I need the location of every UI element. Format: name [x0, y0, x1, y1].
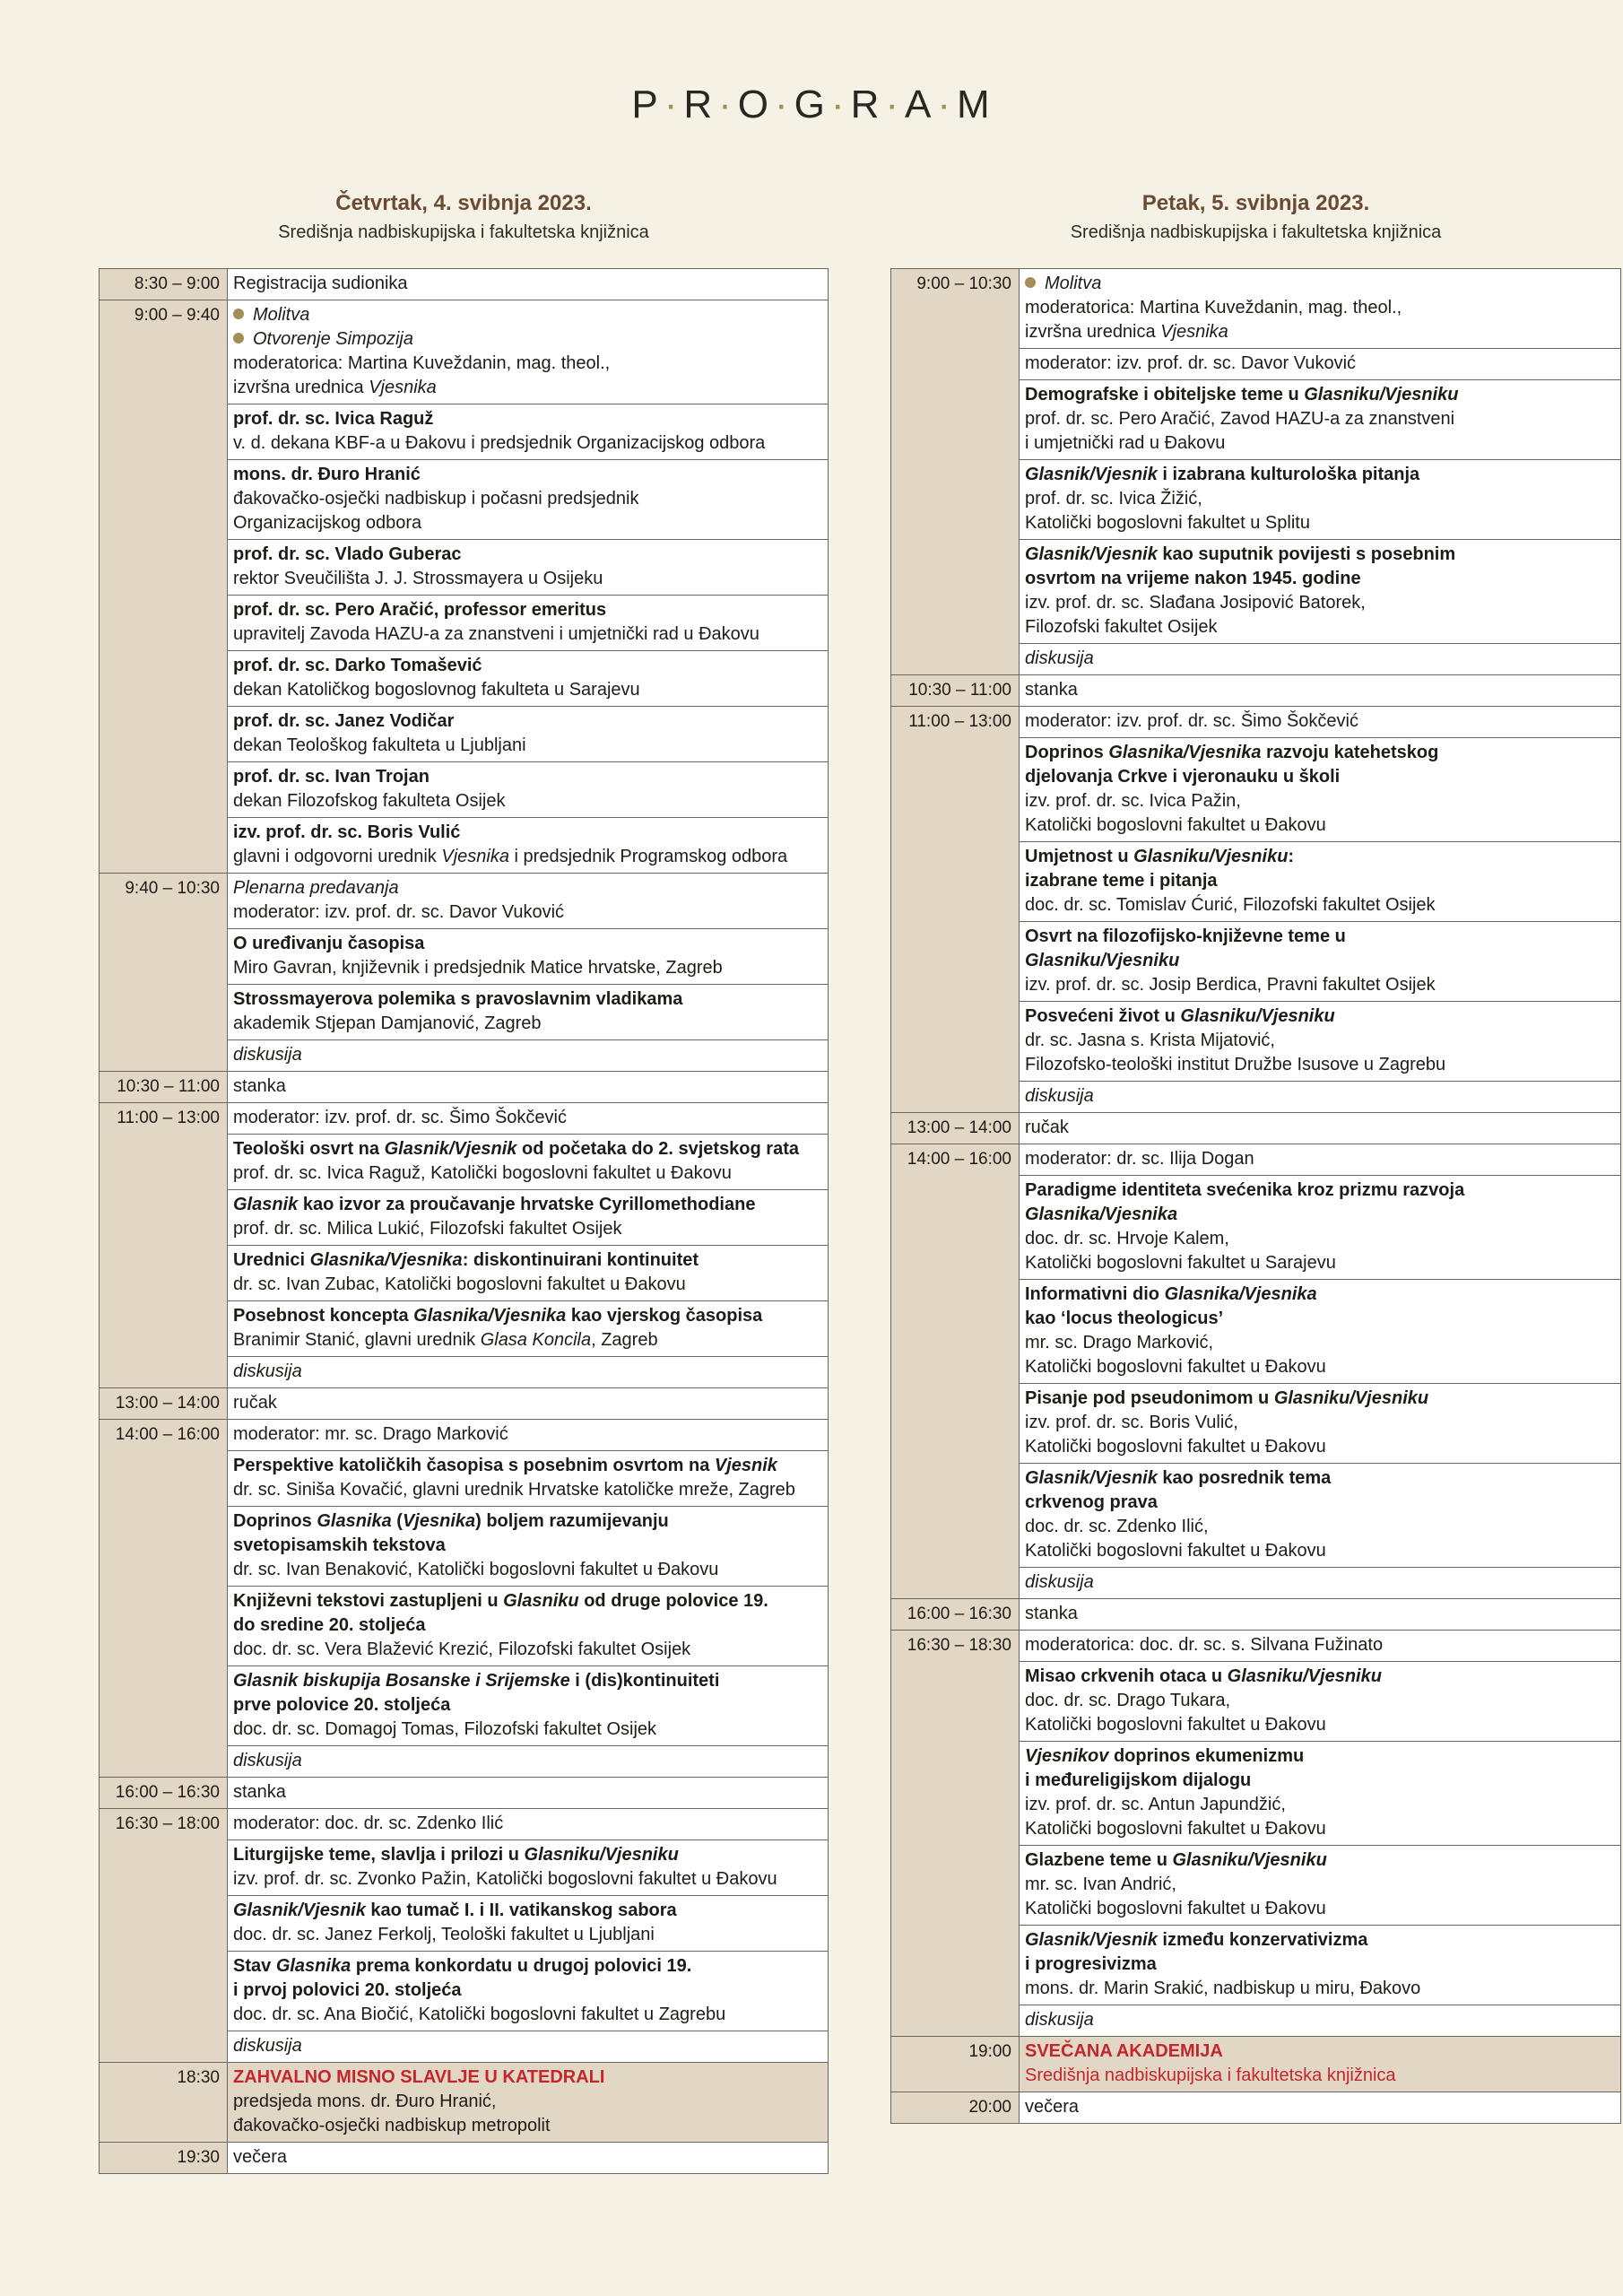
time-cell: 8:30 – 9:00 — [100, 269, 228, 300]
thursday-location: Središnja nadbiskupijska i fakultetska knjižnica — [278, 222, 649, 242]
talk-row — [891, 380, 1621, 460]
discussion-row — [100, 1746, 829, 1778]
talk-row — [100, 1301, 829, 1357]
lunch: ručak — [228, 1388, 829, 1420]
moderator: moderator: izv. prof. dr. sc. Šimo Šokčević — [1020, 707, 1621, 738]
schedule-row — [100, 269, 829, 300]
talk-row — [100, 1896, 829, 1952]
talk-row — [100, 1190, 829, 1246]
schedule-row — [891, 269, 1621, 349]
discussion: diskusija — [1020, 644, 1621, 675]
bullet-icon — [233, 309, 244, 319]
speaker-row — [100, 540, 829, 596]
schedule-row — [100, 300, 829, 404]
talk-row — [100, 1587, 829, 1666]
time-cell: 16:30 – 18:30 — [891, 1631, 1020, 1662]
talk-row — [891, 540, 1621, 644]
talk-entry: Osvrt na filozofijsko-književne teme u Glasniku/Vjesniku izv. prof. dr. sc. Josip Berdica, Pravni fakultet Osijek — [1020, 922, 1621, 1002]
thursday-day: Četvrtak, 4. svibnja 2023. — [335, 191, 592, 215]
discussion-row — [100, 1040, 829, 1072]
registration: Registracija sudionika — [228, 269, 829, 300]
academy-entry: SVEČANA AKADEMIJA Središnja nadbiskupijska i fakultetska knjižnica — [1020, 2037, 1621, 2092]
bullet-icon — [1025, 277, 1036, 288]
discussion: diskusija — [228, 1040, 829, 1072]
talk-entry: Glasnik/Vjesnik i izabrana kulturološka pitanja prof. dr. sc. Ivica Žižić, Katolički bogoslovni fakultet u Splitu — [1020, 460, 1621, 540]
time-cell: 19:30 — [100, 2143, 228, 2174]
talk-entry: O uređivanju časopisa Miro Gavran, književnik i predsjednik Matice hrvatske, Zagreb — [228, 929, 829, 985]
time-cell: 16:00 – 16:30 — [100, 1778, 228, 1809]
talk-row — [100, 1246, 829, 1301]
talk-row — [100, 1952, 829, 2031]
talk-entry: Doprinos Glasnika (Vjesnika) boljem razumijevanju svetopisamskih tekstova dr. sc. Ivan Benaković, Katolički bogoslovni fakultet u Đakovu — [228, 1507, 829, 1587]
schedule-row — [100, 1809, 829, 1840]
talk-entry: Književni tekstovi zastupljeni u Glasniku od druge polovice 19. do sredine 20. stoljeća doc. dr. sc. Vera Blažević Krezić, Filozofski fakultet Osijek — [228, 1587, 829, 1666]
discussion-row — [100, 1357, 829, 1388]
speaker-row — [100, 596, 829, 651]
talk-row — [891, 1280, 1621, 1384]
talk-row — [891, 842, 1621, 922]
time-cell: 19:00 — [891, 2037, 1020, 2092]
break: stanka — [1020, 675, 1621, 707]
talk-entry: Perspektive katoličkih časopisa s posebnim osvrtom na Vjesnik dr. sc. Siniša Kovačić, glavni urednik Hrvatske katoličke mreže, Zagreb — [228, 1451, 829, 1507]
moderator: moderatorica: doc. dr. sc. s. Silvana Fužinato — [1020, 1631, 1621, 1662]
speaker-entry: prof. dr. sc. Vlado Guberac rektor Sveučilišta J. J. Strossmayera u Osijeku — [228, 540, 829, 596]
speaker-row — [100, 818, 829, 874]
schedule-row — [891, 1144, 1621, 1176]
title-letter: O — [737, 83, 771, 126]
discussion-row — [891, 2005, 1621, 2037]
talk-entry: Misao crkvenih otaca u Glasniku/Vjesniku doc. dr. sc. Drago Tukara, Katolički bogoslovni fakultet u Đakovu — [1020, 1662, 1621, 1742]
discussion-row — [891, 1082, 1621, 1113]
moderator: moderator: doc. dr. sc. Zdenko Ilić — [228, 1809, 829, 1840]
title-dot-icon: · — [718, 83, 733, 126]
friday-schedule-table — [890, 268, 1621, 2124]
friday-header — [890, 188, 1621, 246]
title-dot-icon: · — [937, 83, 953, 126]
talk-entry: Umjetnost u Glasniku/Vjesniku: izabrane teme i pitanja doc. dr. sc. Tomislav Ćurić, Filozofski fakultet Osijek — [1020, 842, 1621, 922]
time-cell: 9:00 – 10:30 — [891, 269, 1020, 349]
plenary-header: Plenarna predavanja moderator: izv. prof. dr. sc. Davor Vuković — [228, 874, 829, 929]
speaker-entry: prof. dr. sc. Ivan Trojan dekan Filozofskog fakulteta Osijek — [228, 762, 829, 818]
title-letter: R — [850, 83, 881, 126]
talk-entry: Glasnik/Vjesnik kao posrednik tema crkvenog prava doc. dr. sc. Zdenko Ilić, Katolički bogoslovni fakultet u Đakovu — [1020, 1464, 1621, 1568]
talk-row — [100, 1840, 829, 1896]
schedule-row — [891, 1631, 1621, 1662]
title-letter: G — [794, 83, 827, 126]
discussion: diskusija — [1020, 2005, 1621, 2037]
friday-location: Središnja nadbiskupijska i fakultetska knjižnica — [1070, 222, 1442, 242]
talk-entry: Stav Glasnika prema konkordatu u drugoj polovici 19. i prvoj polovici 20. stoljeća doc. dr. sc. Ana Biočić, Katolički bogoslovni fakultet u Zagrebu — [228, 1952, 829, 2031]
mass-entry: ZAHVALNO MISNO SLAVLJE U KATEDRALI predsjeda mons. dr. Đuro Hranić, đakovačko-osječki nadbiskup metropolit — [228, 2063, 829, 2143]
schedule-row — [891, 1599, 1621, 1631]
talk-entry: Glasnik/Vjesnik kao tumač I. i II. vatikanskog sabora doc. dr. sc. Janez Ferkolj, Teološki fakultet u Ljubljani — [228, 1896, 829, 1952]
moderator: moderator: mr. sc. Drago Marković — [228, 1420, 829, 1451]
time-cell: 11:00 – 13:00 — [891, 707, 1020, 738]
discussion: diskusija — [228, 1357, 829, 1388]
time-cell: 18:30 — [100, 2063, 228, 2143]
speaker-entry: prof. dr. sc. Janez Vodičar dekan Teološkog fakulteta u Ljubljani — [228, 707, 829, 762]
schedule-row — [100, 1072, 829, 1103]
speaker-row — [100, 651, 829, 707]
speaker-row — [100, 460, 829, 540]
friday-day: Petak, 5. svibnja 2023. — [1141, 191, 1370, 215]
break: stanka — [228, 1072, 829, 1103]
title-dot-icon: · — [830, 83, 846, 126]
speaker-row — [100, 404, 829, 460]
time-cell: 13:00 – 14:00 — [891, 1113, 1020, 1144]
discussion-row — [891, 644, 1621, 675]
time-cell: 16:00 – 16:30 — [891, 1599, 1020, 1631]
talk-entry: Posvećeni život u Glasniku/Vjesniku dr. sc. Jasna s. Krista Mijatović, Filozofsko-teološki institut Družbe Isusove u Zagrebu — [1020, 1002, 1621, 1082]
talk-row — [100, 1666, 829, 1746]
talk-row — [100, 1507, 829, 1587]
talk-row — [891, 1742, 1621, 1846]
schedule-row — [100, 1388, 829, 1420]
talk-entry: Glasnik/Vjesnik između konzervativizma i progresivizma mons. dr. Marin Srakić, nadbiskup u miru, Đakovo — [1020, 1926, 1621, 2005]
talk-entry: Demografske i obiteljske teme u Glasniku/Vjesniku prof. dr. sc. Pero Aračić, Zavod HAZU-a za znanstveni i umjetnički rad u Đakovu — [1020, 380, 1621, 460]
talk-entry: Teološki osvrt na Glasnik/Vjesnik od početaka do 2. svjetskog rata prof. dr. sc. Ivica Raguž, Katolički bogoslovni fakultet u Đakovu — [228, 1135, 829, 1190]
opening-block: Molitva moderatorica: Martina Kuveždanin, mag. theol., izvršna urednica Vjesnika — [1020, 269, 1621, 349]
schedule-row — [891, 707, 1621, 738]
academy-row — [891, 2037, 1621, 2092]
page-title — [0, 83, 1623, 127]
opening-block: Molitva Otvorenje Simpozija moderatorica: Martina Kuveždanin, mag. theol., izvršna urednica Vjesnika — [228, 300, 829, 404]
speaker-entry: prof. dr. sc. Pero Aračić, professor emeritus upravitelj Zavoda HAZU-a za znanstveni i umjetnički rad u Đakovu — [228, 596, 829, 651]
speaker-row — [100, 707, 829, 762]
discussion: diskusija — [1020, 1568, 1621, 1599]
talk-row — [100, 1451, 829, 1507]
schedule-row — [891, 2092, 1621, 2124]
talk-entry: Vjesnikov doprinos ekumenizmu i međureligijskom dijalogu izv. prof. dr. sc. Antun Japundžić, Katolički bogoslovni fakultet u Đakovu — [1020, 1742, 1621, 1846]
schedule-row — [891, 1113, 1621, 1144]
discussion-row — [100, 2031, 829, 2063]
talk-row — [100, 1135, 829, 1190]
talk-row — [891, 738, 1621, 842]
talk-entry: Pisanje pod pseudonimom u Glasniku/Vjesniku izv. prof. dr. sc. Boris Vulić, Katolički bogoslovni fakultet u Đakovu — [1020, 1384, 1621, 1464]
schedule-row — [891, 675, 1621, 707]
speaker-entry: izv. prof. dr. sc. Boris Vulić glavni i odgovorni urednik Vjesnika i predsjednik Programskog odbora — [228, 818, 829, 874]
title-letter: M — [957, 83, 992, 126]
title-dot-icon: · — [775, 83, 790, 126]
talk-entry: Informativni dio Glasnika/Vjesnika kao ‘locus theologicus’ mr. sc. Drago Marković, Katolički bogoslovni fakultet u Đakovu — [1020, 1280, 1621, 1384]
talk-row — [100, 985, 829, 1040]
time-cell: 14:00 – 16:00 — [891, 1144, 1020, 1176]
dinner: večera — [228, 2143, 829, 2174]
time-cell: 13:00 – 14:00 — [100, 1388, 228, 1420]
mass-row — [100, 2063, 829, 2143]
talk-row — [891, 1002, 1621, 1082]
discussion-row — [891, 1568, 1621, 1599]
talk-row — [891, 1846, 1621, 1926]
time-cell: 10:30 – 11:00 — [891, 675, 1020, 707]
moderator: moderator: dr. sc. Ilija Dogan — [1020, 1144, 1621, 1176]
time-cell: 14:00 – 16:00 — [100, 1420, 228, 1451]
discussion: diskusija — [228, 2031, 829, 2063]
thursday-schedule-table — [99, 268, 829, 2174]
talk-row — [100, 929, 829, 985]
speaker-entry: prof. dr. sc. Ivica Raguž v. d. dekana KBF-a u Đakovu i predsjednik Organizacijskog odbora — [228, 404, 829, 460]
moderator: moderator: izv. prof. dr. sc. Šimo Šokčević — [228, 1103, 829, 1135]
schedule-row — [100, 1420, 829, 1451]
talk-entry: Doprinos Glasnika/Vjesnika razvoju katehetskog djelovanja Crkve i vjeronauku u školi izv. prof. dr. sc. Ivica Pažin, Katolički bogoslovni fakultet u Đakovu — [1020, 738, 1621, 842]
bullet-icon — [233, 333, 244, 344]
schedule-row — [100, 874, 829, 929]
talk-entry: Liturgijske teme, slavlja i prilozi u Glasniku/Vjesniku izv. prof. dr. sc. Zvonko Pažin, Katolički bogoslovni fakultet u Đakovu — [228, 1840, 829, 1896]
talk-row — [891, 1176, 1621, 1280]
time-cell: 10:30 – 11:00 — [100, 1072, 228, 1103]
schedule-row — [100, 1103, 829, 1135]
moderator-row — [891, 349, 1621, 380]
schedule-row — [100, 1778, 829, 1809]
title-dot-icon: · — [664, 83, 680, 126]
talk-row — [891, 1384, 1621, 1464]
speaker-entry: prof. dr. sc. Darko Tomašević dekan Katoličkog bogoslovnog fakulteta u Sarajevu — [228, 651, 829, 707]
speaker-row — [100, 762, 829, 818]
title-letter: R — [683, 83, 715, 126]
title-dot-icon: · — [885, 83, 900, 126]
discussion: diskusija — [228, 1746, 829, 1778]
time-cell: 9:00 – 9:40 — [100, 300, 228, 404]
talk-entry: Glasnik kao izvor za proučavanje hrvatske Cyrillomethodiane prof. dr. sc. Milica Lukić, Filozofski fakultet Osijek — [228, 1190, 829, 1246]
talk-entry: Strossmayerova polemika s pravoslavnim vladikama akademik Stjepan Damjanović, Zagreb — [228, 985, 829, 1040]
time-cell: 11:00 – 13:00 — [100, 1103, 228, 1135]
talk-row — [891, 1662, 1621, 1742]
speaker-entry: mons. dr. Đuro Hranić đakovačko-osječki nadbiskup i počasni predsjednik Organizacijskog odbora — [228, 460, 829, 540]
talk-row — [891, 922, 1621, 1002]
talk-row — [891, 460, 1621, 540]
talk-entry: Glasnik biskupija Bosanske i Srijemske i (dis)kontinuiteti prve polovice 20. stoljeća doc. dr. sc. Domagoj Tomas, Filozofski fakultet Osijek — [228, 1666, 829, 1746]
talk-row — [891, 1464, 1621, 1568]
time-cell: 9:40 – 10:30 — [100, 874, 228, 929]
moderator: moderator: izv. prof. dr. sc. Davor Vuković — [1020, 349, 1621, 380]
time-cell: 20:00 — [891, 2092, 1020, 2124]
talk-entry: Glasnik/Vjesnik kao suputnik povijesti s posebnim osvrtom na vrijeme nakon 1945. godine izv. prof. dr. sc. Slađana Josipović Batorek, Filozofski fakultet Osijek — [1020, 540, 1621, 644]
talk-entry: Glazbene teme u Glasniku/Vjesniku mr. sc. Ivan Andrić, Katolički bogoslovni fakultet u Đakovu — [1020, 1846, 1621, 1926]
talk-row — [891, 1926, 1621, 2005]
lunch: ručak — [1020, 1113, 1621, 1144]
title-letter: A — [905, 83, 933, 126]
break: stanka — [228, 1778, 829, 1809]
thursday-header — [99, 188, 829, 246]
talk-entry: Urednici Glasnika/Vjesnika: diskontinuirani kontinuitet dr. sc. Ivan Zubac, Katolički bogoslovni fakultet u Đakovu — [228, 1246, 829, 1301]
talk-entry: Posebnost koncepta Glasnika/Vjesnika kao vjerskog časopisa Branimir Stanić, glavni urednik Glasa Koncila, Zagreb — [228, 1301, 829, 1357]
schedule-row — [100, 2143, 829, 2174]
time-cell: 16:30 – 18:00 — [100, 1809, 228, 1840]
talk-entry: Paradigme identiteta svećenika kroz prizmu razvoja Glasnika/Vjesnika doc. dr. sc. Hrvoje Kalem, Katolički bogoslovni fakultet u Sarajevu — [1020, 1176, 1621, 1280]
break: stanka — [1020, 1599, 1621, 1631]
discussion: diskusija — [1020, 1082, 1621, 1113]
title-letter: P — [631, 83, 660, 126]
dinner: večera — [1020, 2092, 1621, 2124]
